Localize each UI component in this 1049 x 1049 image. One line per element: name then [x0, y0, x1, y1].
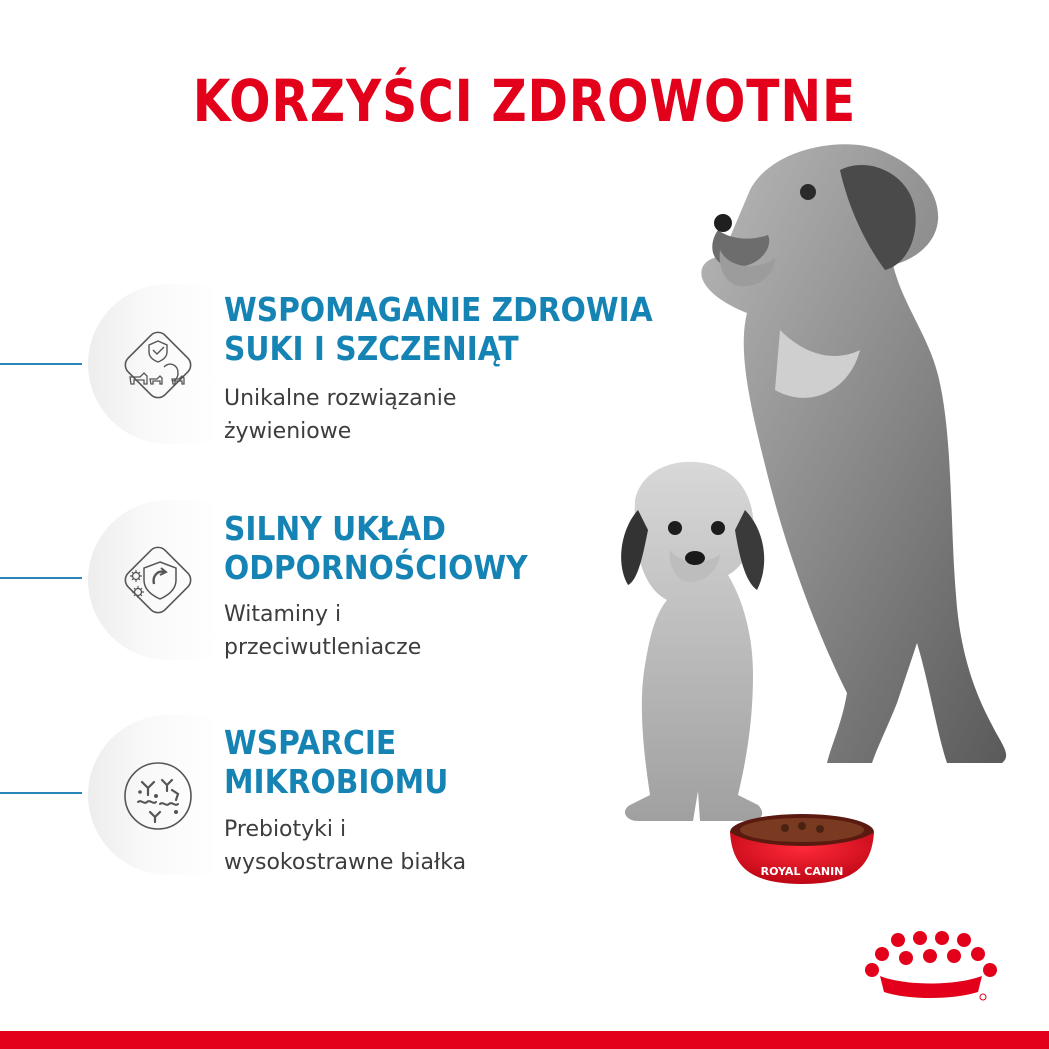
benefit-connector-line — [0, 363, 82, 365]
benefit-description-line: Unikalne rozwiązanie — [224, 386, 457, 411]
benefit-heading-line: SILNY UKŁAD — [224, 509, 446, 548]
benefit-description — [224, 382, 456, 448]
mother-and-puppies-shield-icon — [112, 319, 204, 411]
royal-canin-crown-logo — [862, 928, 1002, 1008]
bottom-brand-bar — [0, 1031, 1049, 1049]
page-title: KORZYŚCI ZDROWOTNE — [192, 66, 857, 135]
benefit-heading-line: ODPORNOŚCIOWY — [224, 548, 528, 587]
benefit-heading-line: MIKROBIOMU — [224, 762, 449, 801]
benefit-description — [224, 598, 421, 664]
food-bowl — [730, 814, 874, 884]
benefit-connector-line — [0, 792, 82, 794]
benefit-heading-line: SUKI I SZCZENIĄT — [224, 329, 519, 368]
benefit-description-line: wysokostrawne białka — [224, 850, 467, 875]
benefit-description-line: przeciwutleniacze — [224, 635, 422, 660]
benefit-heading-line: WSPOMAGANIE ZDROWIA — [224, 290, 653, 329]
dog-and-puppy-illustration — [540, 130, 1020, 890]
benefit-description-line: Witaminy i — [224, 602, 342, 627]
bowl-brand-label: ROYAL CANIN — [760, 865, 844, 878]
benefit-heading — [224, 723, 448, 801]
benefit-connector-line — [0, 577, 82, 579]
immune-shield-icon — [112, 534, 204, 626]
microbiome-icon — [112, 750, 204, 842]
benefit-description-line: żywieniowe — [224, 419, 352, 444]
benefit-description — [224, 813, 466, 879]
puppy — [621, 462, 764, 821]
benefit-heading-line: WSPARCIE — [224, 723, 397, 762]
benefit-description-line: Prebiotyki i — [224, 817, 347, 842]
benefit-heading — [224, 509, 528, 587]
